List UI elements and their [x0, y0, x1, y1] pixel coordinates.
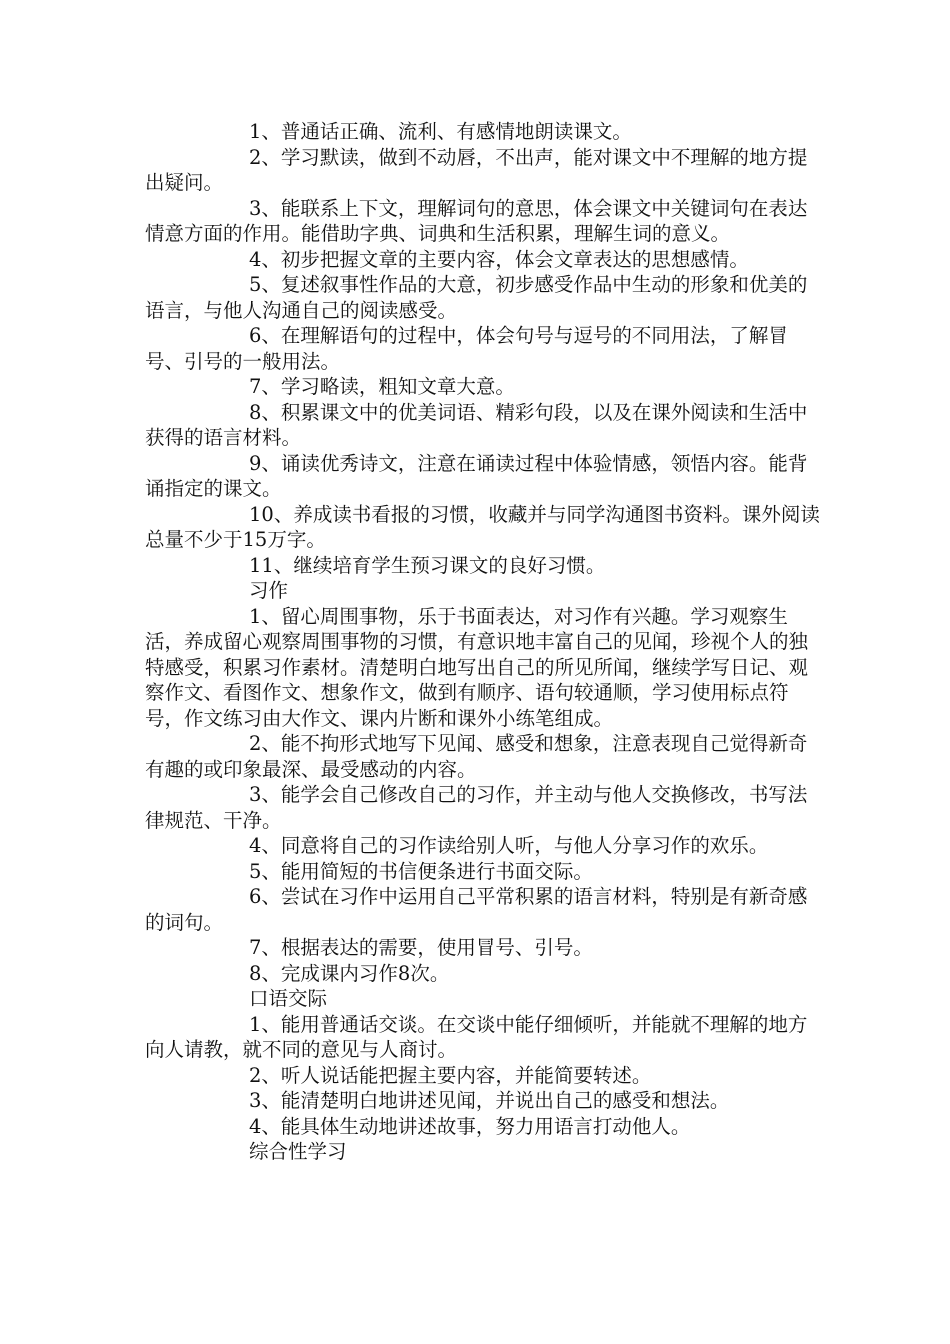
oral-heading: 口语交际 [249, 987, 328, 1010]
document-page [145, 119, 825, 1165]
reading-item-5: 5、复述叙事性作品的大意，初步感受作品中生动的形象和优美的语言，与他人沟通自己的阅读感受。 [145, 273, 808, 322]
reading-item-6: 6、在理解语句的过程中，体会句号与逗号的不同用法，了解冒号、引号的一般用法。 [145, 324, 788, 373]
oral-item-1: 1、能用普通话交谈。在交谈中能仔细倾听，并能就不理解的地方向人请教，就不同的意见与人商讨。 [145, 1012, 808, 1061]
reading-item-2: 2、学习默读，做到不动唇，不出声，能对课文中不理解的地方提出疑问。 [145, 145, 808, 194]
reading-item-11: 11、继续培育学生预习课文的良好习惯。 [249, 553, 606, 577]
reading-item-3: 3、能联系上下文，理解词句的意思，体会课文中关键词句在表达情意方面的作用。能借助字典、词典和生活积累，理解生词的意义。 [145, 196, 808, 245]
writing-item-8: 8、完成课内习作8次。 [249, 961, 450, 985]
writing-item-1: 1、留心周围事物，乐于书面表达，对习作有兴趣。学习观察生活，养成留心观察周围事物的习惯，有意识地丰富自己的见闻，珍视个人的独特感受，积累习作素材。清楚明白地写出自己的所见所闻，继续学写日记、观察作文、看图作文、想象作文，做到有顺序、语句较通顺，学习使用标点符号，作文练习由大作文、课内片断和课外小练笔组成。 [145, 604, 809, 730]
reading-item-8: 8、积累课文中的优美词语、精彩句段，以及在课外阅读和生活中获得的语言材料。 [145, 400, 808, 449]
reading-item-10: 10、养成读书看报的习惯，收藏并与同学沟通图书资料。课外阅读总量不少于15万字。 [145, 502, 820, 551]
writing-item-5: 5、能用简短的书信便条进行书面交际。 [249, 859, 593, 883]
writing-item-7: 7、根据表达的需要，使用冒号、引号。 [249, 936, 593, 959]
writing-item-4: 4、同意将自己的习作读给别人听，与他人分享习作的欢乐。 [249, 834, 769, 857]
oral-item-2: 2、听人说话能把握主要内容，并能简要转述。 [249, 1063, 652, 1087]
reading-item-9: 9、诵读优秀诗文，注意在诵读过程中体验情感，领悟内容。能背诵指定的课文。 [145, 451, 808, 500]
writing-item-3: 3、能学会自己修改自己的习作，并主动与他人交换修改，书写法律规范、干净。 [145, 783, 808, 832]
reading-item-4: 4、初步把握文章的主要内容，体会文章表达的思想感情。 [249, 247, 749, 271]
writing-item-2: 2、能不拘形式地写下见闻、感受和想象，注意表现自己觉得新奇有趣的或印象最深、最受感动的内容。 [145, 732, 808, 781]
comprehensive-heading: 综合性学习 [249, 1140, 347, 1163]
reading-item-1: 1、普通话正确、流利、有感情地朗读课文。 [249, 120, 632, 143]
oral-item-4: 4、能具体生动地讲述故事，努力用语言打动他人。 [249, 1114, 691, 1138]
oral-item-3: 3、能清楚明白地讲述见闻，并说出自己的感受和想法。 [249, 1089, 730, 1112]
reading-item-7: 7、学习略读，粗知文章大意。 [249, 375, 515, 398]
writing-heading: 习作 [249, 579, 289, 602]
writing-item-6: 6、尝试在习作中运用自己平常积累的语言材料，特别是有新奇感的词句。 [145, 885, 808, 934]
